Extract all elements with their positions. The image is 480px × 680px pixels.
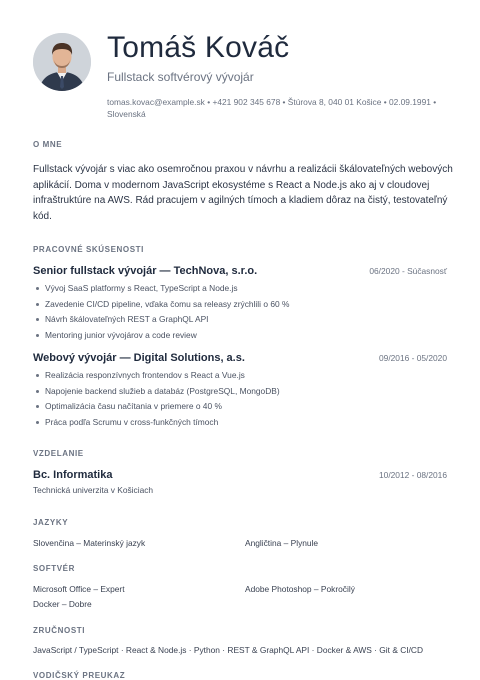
- job-entry: [33, 265, 447, 343]
- job-title: Webový vývojár — Digital Solutions, a.s.: [33, 352, 245, 364]
- software-item: Microsoft Office – Expert: [33, 584, 125, 594]
- profile-photo-icon: [33, 33, 91, 91]
- job-bullets: [33, 368, 447, 430]
- section-title-about: O MNE: [33, 140, 63, 149]
- education-dates: 10/2012 - 08/2016: [379, 470, 447, 480]
- section-title-education: VZDELANIE: [33, 449, 84, 458]
- section-title-experience: PRACOVNÉ SKÚSENOSTI: [33, 245, 144, 254]
- skills-text: JavaScript / TypeScript · React & Node.js · Python · REST & GraphQL API · Docker & AWS · Git & CI/CD: [33, 645, 424, 655]
- about-text: Fullstack vývojár s viac ako osemročnou praxou v návrhu a realizácii škálovateľných webových aplikácií. Doma v modernom JavaScript ekosystéme s React a Node.js ako aj v cloudovej infraštruktúre na AWS. Rád pracujem v agilných tímoch a kladiem dôraz na čistý, testovateľný kód.: [33, 164, 453, 222]
- list-item: Práca podľa Scrumu v cross-funkčných tímoch: [33, 415, 447, 431]
- list-item: Návrh škálovateľných REST a GraphQL API: [33, 312, 447, 328]
- contact-info: tomas.kovac@example.sk • +421 902 345 678 • Štúrova 8, 040 01 Košice • 02.09.1991 • Slovenská: [107, 97, 437, 119]
- person-name: Tomáš Kováč: [107, 31, 290, 64]
- list-item: Napojenie backend služieb a databáz (PostgreSQL, MongoDB): [33, 384, 447, 400]
- list-item: Optimalizácia času načítania v priemere o 40 %: [33, 399, 447, 415]
- software-item: Adobe Photoshop – Pokročilý: [245, 584, 355, 594]
- avatar: [33, 33, 91, 91]
- job-dates: 09/2016 - 05/2020: [379, 353, 447, 363]
- section-title-license: VODIČSKÝ PREUKAZ: [33, 671, 126, 680]
- job-dates: 06/2020 - Súčasnosť: [369, 266, 447, 276]
- list-item: Zavedenie CI/CD pipeline, vďaka čomu sa releasy zrýchlili o 60 %: [33, 297, 447, 313]
- education-entry: [33, 469, 447, 495]
- job-title: Senior fullstack vývojár — TechNova, s.r.o.: [33, 265, 258, 277]
- education-school: Technická univerzita v Košiciach: [33, 485, 154, 495]
- language-item: Angličtina – Plynule: [245, 538, 319, 548]
- language-item: Slovenčina – Materinský jazyk: [33, 538, 146, 548]
- software-item: Docker – Dobre: [33, 599, 92, 609]
- job-bullets: [33, 281, 447, 343]
- education-degree: Bc. Informatika: [33, 469, 113, 481]
- job-headline: Fullstack softvérový vývojár: [107, 70, 254, 84]
- list-item: Realizácia responzívnych frontendov s React a Vue.js: [33, 368, 447, 384]
- section-title-software: SOFTVÉR: [33, 564, 75, 573]
- list-item: Mentoring junior vývojárov a code review: [33, 328, 447, 344]
- section-title-skills: ZRUČNOSTI: [33, 626, 86, 635]
- job-entry: [33, 352, 447, 430]
- list-item: Vývoj SaaS platformy s React, TypeScript a Node.js: [33, 281, 447, 297]
- section-title-languages: JAZYKY: [33, 518, 69, 527]
